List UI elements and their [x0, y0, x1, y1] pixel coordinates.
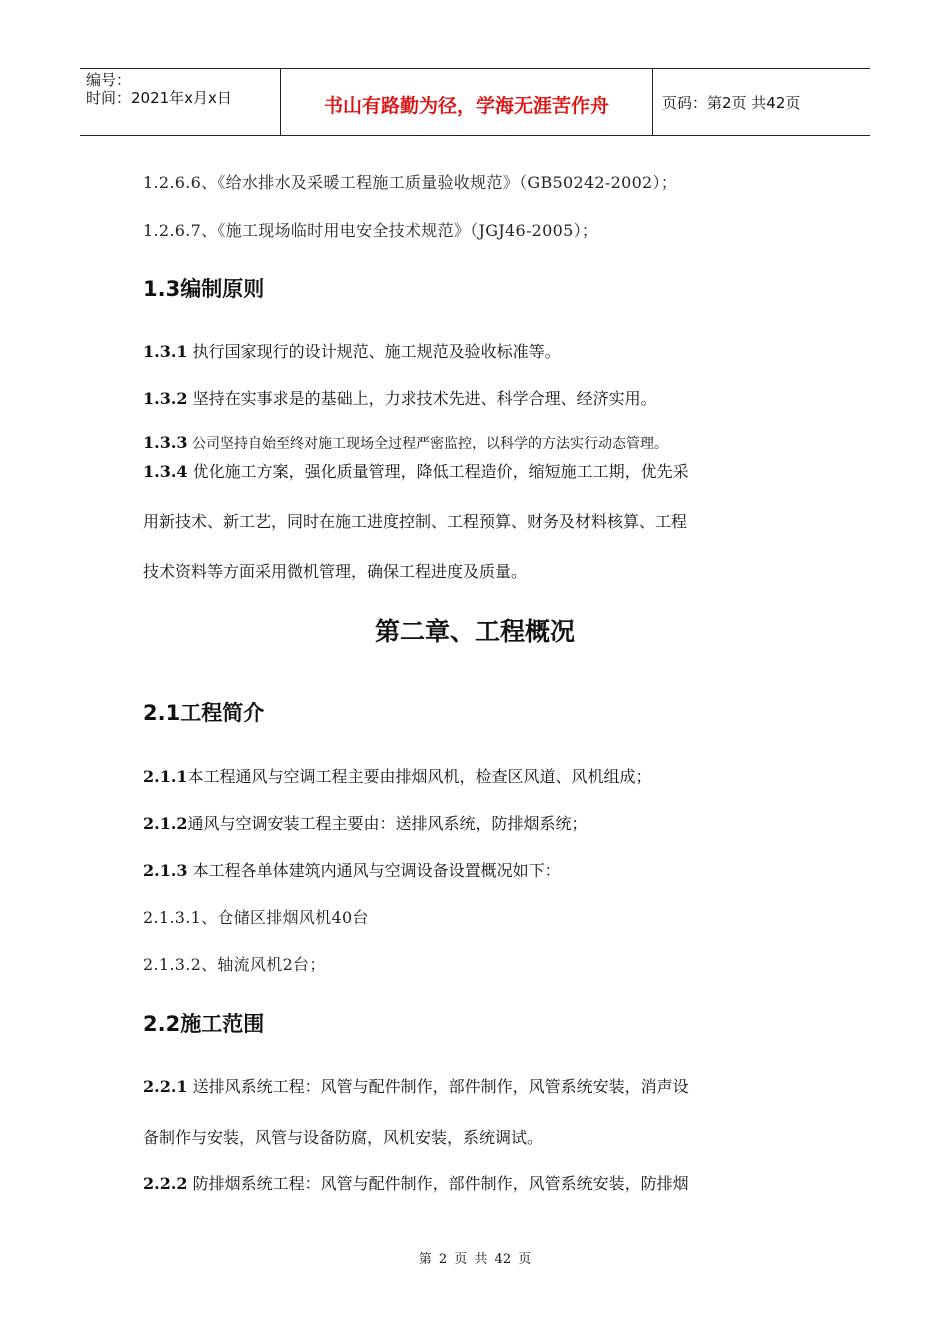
chapter-title: 第二章、工程概况 [374, 617, 575, 646]
paragraph-1-3-4 [143, 459, 689, 482]
section-heading-1-3: 1.3编制原则 [143, 277, 265, 301]
document-number-label: 编号： [86, 71, 132, 89]
document-date: 时间：2021年x月x日 [86, 89, 232, 107]
paragraph-2-1-3 [143, 858, 561, 881]
paragraph-number: 1.3.1 [143, 342, 188, 361]
paragraph-text: 通风与空调安装工程主要由：送排风系统，防排烟系统； [187, 814, 588, 833]
page-footer: 第 2 页 共 42 页 [418, 1252, 532, 1267]
paragraph-text: 优化施工方案，强化质量管理，降低工程造价，缩短施工工期，优先采 [187, 462, 689, 481]
paragraph-2-1-1 [143, 764, 652, 787]
header-motto: 书山有路勤为径，学海无涯苦作舟 [281, 69, 653, 135]
reference-1-2-6-7: 1.2.6.7、《施工现场临时用电安全技术规范》（JGJ46-2005）； [143, 221, 599, 240]
paragraph-1-3-4-cont-2: 技术资料等方面采用微机管理，确保工程进度及质量。 [143, 562, 528, 581]
paragraph-1-3-2 [143, 386, 657, 409]
page-header [80, 68, 870, 136]
paragraph-2-2-1-cont: 备制作与安装，风管与设备防腐，风机安装，系统调试。 [143, 1128, 544, 1147]
header-page-info: 页码：第2页 共42页 [662, 93, 801, 112]
paragraph-text: 防排烟系统工程：风管与配件制作，部件制作，风管系统安装，防排烟 [187, 1174, 689, 1193]
paragraph-text: 本工程通风与空调工程主要由排烟风机，检查区风道、风机组成； [187, 767, 652, 786]
paragraph-2-1-2 [143, 811, 588, 834]
paragraph-number: 2.2.1 [143, 1077, 188, 1096]
paragraph-number: 2.1.3 [143, 861, 188, 880]
paragraph-1-3-1 [143, 339, 561, 362]
reference-1-2-6-6: 1.2.6.6、《给水排水及采暖工程施工质量验收规范》（GB50242-2002）； [143, 173, 678, 192]
paragraph-2-2-1 [143, 1074, 689, 1097]
paragraph-number: 2.1.1 [143, 767, 188, 786]
paragraph-number: 1.3.3 [143, 433, 188, 452]
paragraph-text: 送排风系统工程：风管与配件制作，部件制作，风管系统安装，消声设 [187, 1077, 689, 1096]
section-heading-2-2: 2.2施工范围 [143, 1012, 265, 1036]
paragraph-2-2-2 [143, 1171, 689, 1194]
item-2-1-3-2: 2.1.3.2、轴流风机2台； [143, 955, 326, 974]
header-left-cell [80, 69, 281, 135]
paragraph-text: 坚持在实事求是的基础上，力求技术先进、科学合理、经济实用。 [187, 389, 657, 408]
paragraph-1-3-4-cont-1: 用新技术、新工艺，同时在施工进度控制、工程预算、财务及材料核算、工程 [143, 512, 688, 531]
paragraph-number: 1.3.4 [143, 462, 188, 481]
section-heading-2-1: 2.1工程简介 [143, 701, 265, 725]
paragraph-text: 公司坚持自始至终对施工现场全过程严密监控，以科学的方法实行动态管理。 [187, 436, 668, 452]
paragraph-text: 本工程各单体建筑内通风与空调设备设置概况如下： [187, 861, 561, 880]
paragraph-number: 2.1.2 [143, 814, 188, 833]
paragraph-1-3-3 [143, 433, 668, 453]
paragraph-number: 2.2.2 [143, 1174, 188, 1193]
paragraph-number: 1.3.2 [143, 389, 188, 408]
item-2-1-3-1: 2.1.3.1、仓储区排烟风机40台 [143, 908, 369, 927]
paragraph-text: 执行国家现行的设计规范、施工规范及验收标准等。 [187, 342, 561, 361]
